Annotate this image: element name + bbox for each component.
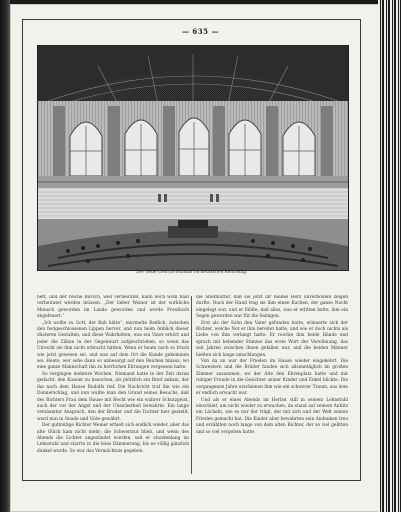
left-text-column	[37, 295, 189, 475]
paragraph: die Stiefmutter, daß sie jetzt ihr heißes Herz unverhohlen zeigen durfte. Nach der Hand trug sie ihm einen Kuchen, der ganze Nacht eingelegt war, und er fühlte, daß alles, was er erlitten hatte, ihm ein Segen geworden war für die Seinigen.	[196, 295, 348, 320]
paragraph: Der gutmütige Richter Weiner erhielt sich endlich wieder, aber das alte Glück kam nicht mehr; die Schwermut blieb, und wenn des Abends die Lichter angezündet wurden, saß er stundenlang im Lehnstuhl und starrte in die leise Dämmerung, bis es völlig gänzlich dunkel wurde. So war das Vermächtnis gegeben.	[37, 423, 189, 454]
right-text-column	[196, 295, 348, 475]
paragraph: bett, und der reiche Bursch, weil verheiratet, kann noch wohl bald verheiratet werden müssen. „Der lieber Weiner ist der wirkliche Mensch geworden im Lande geworden und werde Preußisch angefeuert.“	[37, 295, 189, 320]
page-number: — 635 —	[182, 27, 219, 36]
paragraph: Von da an war der Frieden im Hause wieder eingekehrt. Die Schwestern und die Brüder fanden sich allsonntäglich im großen Zimmer zusammen, wo der Alte den Ehrenplatz hatte und mit ruhiger Freude in die Gesichter seiner Kinder und Enkel blickte. Die vergangenen Jahre erschienen ihm wie ein schwerer Traum, aus dem er endlich erwacht war.	[196, 359, 348, 397]
paragraph: Erst als der Sohn den Vater gefunden hatte, erinnerte sich der Richter, welche Not er ihm bereitet hatte, und wie er doch nichts als Liebe von ihm verlangt hatte. Er reichte ihm beide Hände und sprach mit bebender Stimme das erste Wort der Versöhnung, das seit Jahren zwischen ihnen gefallen war, und die beiden Männer hielten sich lange umschlungen.	[196, 320, 348, 358]
column-divider	[191, 296, 192, 474]
illustration-caption: Der neue Central-Sitzsaal im deutschen Reichstag.	[136, 270, 248, 275]
paragraph: „Ich wollte zu Gott, der Bub hätte“, murmelte Redlich, zwischen den festgeschlossenen Lippen hervor, und nun beim Anblick dieser düsteren Gestalten, und diese Wahrheiten, was ein Vater erhört und jeder die Zähne in der Gegenwart aufgeschrieben, so wenn das Unrecht sie ihm nicht erbracht hätten. Wenn er heute noch so frisch wie jetzt gewesen sei, und was auf dem Ort die Kunde gekommen sei. Heute, wer sehe dann so unbesorgt auf den Reichen hinaus, wo eine ganze Mannschaft ihn zu herrlichen Ehrungen vergessen hatte.	[37, 320, 189, 371]
paragraph: So vergingen mehrere Wochen. Niemand hatte in der Zeit daran gedacht, den Kassier zu besuchen, als plötzlich ein Brief ankam, der ihn nach dem Hause Rudolfs rief. Die Nachricht traf ihn wie ein Donnerschlag, und nun wußte man den Grund seines Besuchs, daß des Richters Frau dem Hause mit Recht wie ein wahrer Schutzgeist, auch der vor der Angst und der Unsicherheit bewahrte. Ein lange versäumter Anspruch, den der Bruder und die Tochter hier gestellt, ward nun in Gnade und Güte gewährt.	[37, 371, 189, 422]
page-stack-edge	[378, 0, 401, 512]
reichstag-hall-engraving	[37, 45, 349, 271]
page-left-edge	[0, 0, 10, 512]
paragraph: Und als er eines Abends im Herbst still in seinem Lehnstuhl einschlief, um nicht wieder zu erwachen, da stand auf seinem Antlitz ein Lächeln, wie es nur der trägt, der mit sich und der Welt seinen Frieden gemacht hat. Die Kinder aber bewahrten sein Andenken treu und erzählten noch lange von dem alten Richter, der so viel gelitten und so viel vergeben hatte.	[196, 397, 348, 435]
